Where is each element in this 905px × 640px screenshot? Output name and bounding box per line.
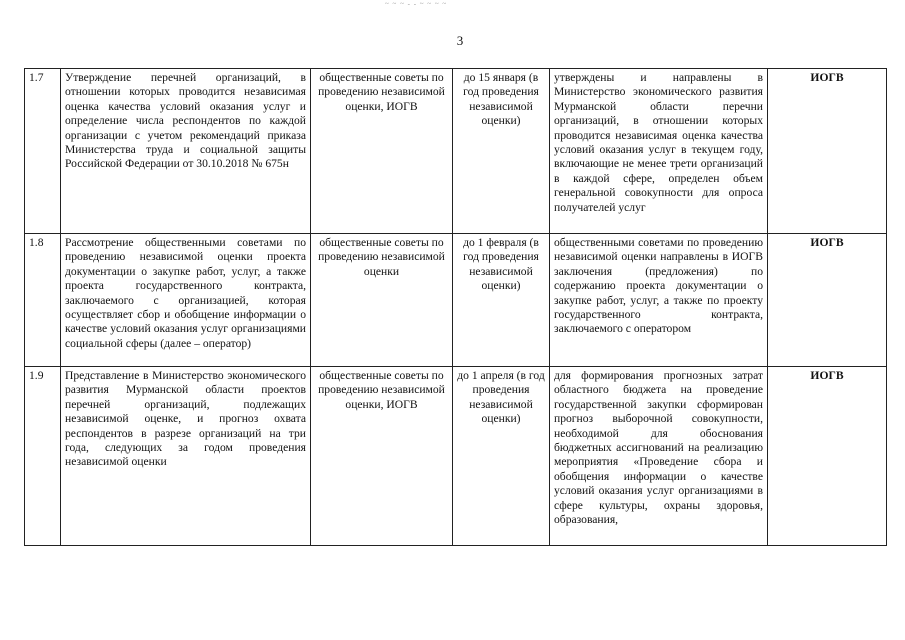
table-row xyxy=(25,234,887,367)
page-number: 3 xyxy=(456,33,464,48)
action-plan-table xyxy=(24,68,887,546)
deadline: до 1 апреля (в год проведения независимой оценки) xyxy=(453,367,550,546)
executor: ИОГВ xyxy=(768,367,887,546)
table-row xyxy=(25,69,887,234)
scan-stamp-mark: ~ ~ ~ - - ~ ~ ~ ~ xyxy=(385,0,448,8)
deadline: до 15 января (в год проведения независимой оценки) xyxy=(453,69,550,234)
action-description: Рассмотрение общественными советами по проведению независимой оценки проекта документации о закупке работ, услуг, а также проекта государственного контракта, заключаемого с организацией, которая осуществляет сбор и обобщение информации о качестве условий оказания услуг организациями социальной сферы (далее – оператор) xyxy=(61,234,311,367)
expected-result: утверждены и направлены в Министерство экономического развития Мурманской области перечни организаций, в отношении которых проводится независимая оценка качества условий оказания услуг в текущем году, включающие не менее трети организаций в каждой сфере, определен объем генеральной совокупности для опроса получателей услуг xyxy=(550,69,768,234)
executor: ИОГВ xyxy=(768,69,887,234)
expected-result: общественными советами по проведению независимой оценки направлены в ИОГВ заключения (предложения) по содержанию проекта документации о закупке работ, услуг, а также по проекту государственного контракта, заключаемого с оператором xyxy=(550,234,768,367)
executor: ИОГВ xyxy=(768,234,887,367)
action-description: Утверждение перечней организаций, в отношении которых проводится независимая оценка качества условий оказания услуг и определение числа респондентов по каждой организации с учетом рекомендаций приказа Министерства труда и социальной защиты Российской Федерации от 30.10.2018 № 675н xyxy=(61,69,311,234)
responsible-parties: общественные советы по проведению независимой оценки, ИОГВ xyxy=(311,69,453,234)
action-description: Представление в Министерство экономического развития Мурманской области проектов перечней организаций, подлежащих независимой оценке, и прогноз охвата респондентов в разрезе организаций на три года, следующих за годом проведения независимой оценки xyxy=(61,367,311,546)
row-number: 1.7 xyxy=(25,69,61,234)
table-row xyxy=(25,367,887,546)
deadline: до 1 февраля (в год проведения независимой оценки) xyxy=(453,234,550,367)
responsible-parties: общественные советы по проведению независимой оценки xyxy=(311,234,453,367)
expected-result: для формирования прогнозных затрат областного бюджета на проведение государственной закупки сформирован прогноз выборочной совокупности, необходимой для обоснования бюджетных ассигнований на реализацию мероприятия «Проведение сбора и обобщения информации о качестве условий оказания услуг организациями в сфере культуры, охраны здоровья, образования, xyxy=(550,367,768,546)
row-number: 1.9 xyxy=(25,367,61,546)
responsible-parties: общественные советы по проведению независимой оценки, ИОГВ xyxy=(311,367,453,546)
row-number: 1.8 xyxy=(25,234,61,367)
